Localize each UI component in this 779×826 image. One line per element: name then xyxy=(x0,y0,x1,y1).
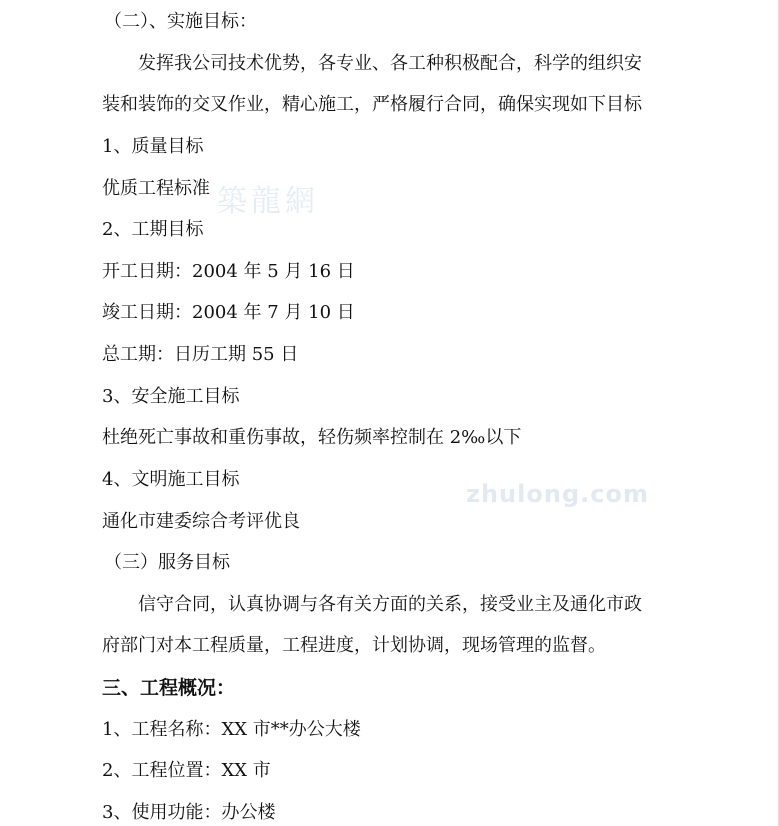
section-heading-implementation-goals: （二）、实施目标： xyxy=(104,11,257,32)
paragraph-line: 发挥我公司技术优势，各专业、各工种积极配合，科学的组织安 xyxy=(138,53,642,74)
item-heading-safety: 3、安全施工目标 xyxy=(102,386,240,407)
chapter-heading-project-overview: 三、工程概况： xyxy=(102,677,236,699)
paragraph-line: 装和装饰的交叉作业，精心施工，严格履行合同，确保实现如下目标 xyxy=(102,94,642,115)
item-text-project-location: 2、工程位置：XX 市 xyxy=(102,760,271,781)
item-text: 优质工程标准 xyxy=(102,178,210,199)
item-text: 通化市建委综合考评优良 xyxy=(102,511,300,532)
item-heading-quality: 1、质量目标 xyxy=(102,136,204,157)
watermark-url: zhulong.com xyxy=(466,480,649,508)
watermark-chinese: 築龍網 xyxy=(217,184,319,219)
paragraph-line: 信守合同，认真协调与各有关方面的关系，接受业主及通化市政 xyxy=(138,594,642,615)
item-heading-civilized-construction: 4、文明施工目标 xyxy=(102,469,240,490)
item-text-total-duration: 总工期：日历工期 55 日 xyxy=(102,344,299,365)
item-text-start-date: 开工日期：2004 年 5 月 16 日 xyxy=(102,261,355,282)
paragraph-line: 府部门对本工程质量，工程进度，计划协调，现场管理的监督。 xyxy=(102,635,606,656)
item-text-completion-date: 竣工日期：2004 年 7 月 10 日 xyxy=(102,302,355,323)
item-text-project-name: 1、工程名称：XX 市**办公大楼 xyxy=(102,719,361,740)
section-heading-service-goals: （三）服务目标 xyxy=(104,552,230,573)
item-heading-schedule: 2、工期目标 xyxy=(102,219,204,240)
item-text: 杜绝死亡事故和重伤事故，轻伤频率控制在 2‰以下 xyxy=(102,427,522,448)
item-text-usage: 3、使用功能：办公楼 xyxy=(102,802,276,823)
